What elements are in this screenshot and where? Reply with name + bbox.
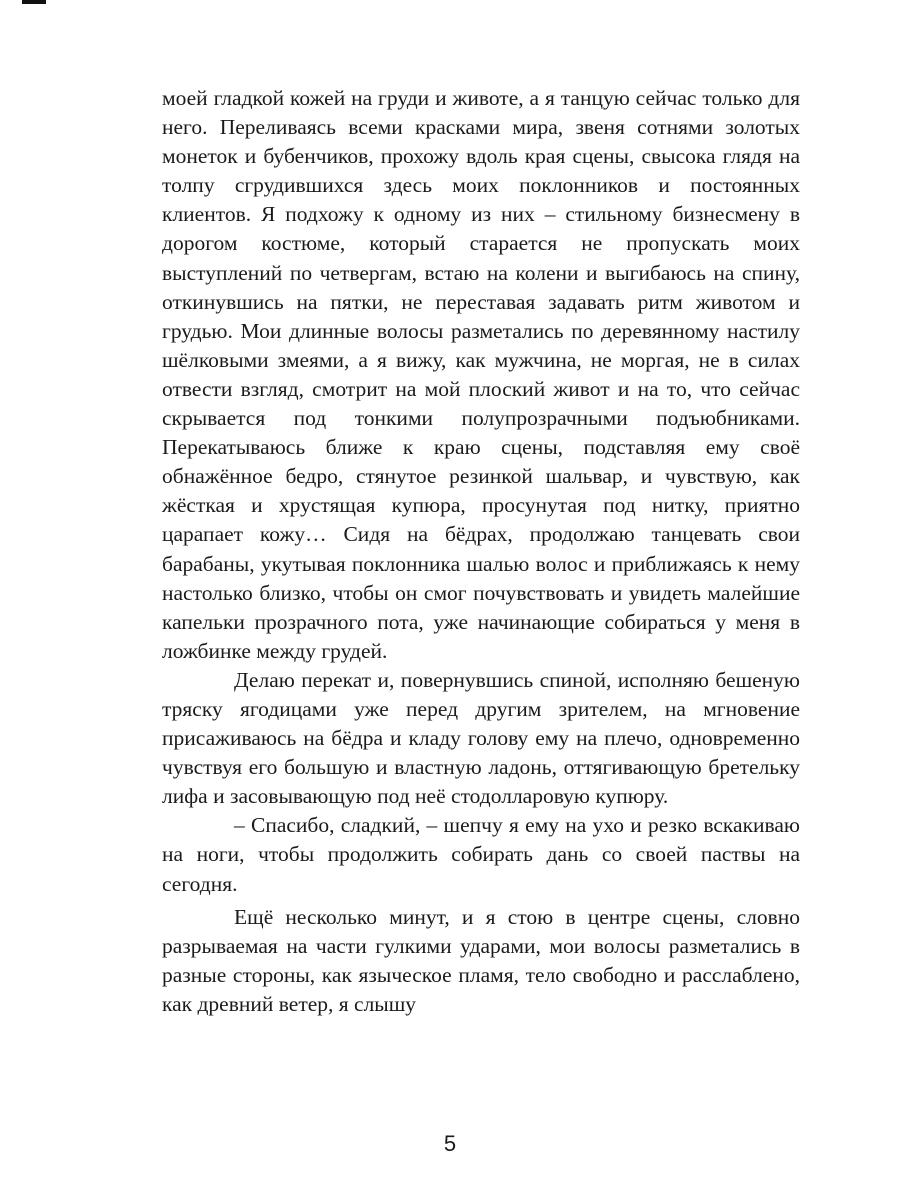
paragraph: Ещё несколько минут, и я стою в центре сцены, словно разрываемая на части гулкими ударами, мои волосы разметались в разные стороны, как языческое пламя, тело свободно и расслаблено, как древний ветер, я слышу — [162, 904, 800, 1016]
page-number: 5 — [443, 1131, 457, 1156]
page-body-text — [162, 84, 800, 1019]
paragraph-continued: моей гладкой кожей на груди и животе, а я танцую сейчас только для него. Переливаясь всеми красками мира, звеня сотнями золотых монеток и бубенчиков, прохожу вдоль края сцены, свысока глядя на толпу сгрудившихся здесь моих поклонников и постоянных клиентов. Я подхожу к одному из них – стильному бизнесмену в дорогом костюме, который старается не пропускать моих выступлений по четвергам, встаю на колени и выгибаюсь на спину, откинувшись на пятки, не переставая задавать ритм животом и грудью. Мои длинные волосы разметались по деревянному настилу шёлковыми змеями, а я вижу, как мужчина, не моргая, не в силах отвести взгляд, смотрит на мой плоский живот и на то, что сейчас скрывается под тонкими полупрозрачными подъюбниками. Перекатываюсь ближе к краю сцены, подставляя ему своё обнажённое бедро, стянутое резинкой шальвар, и чувствую, как жёсткая и хрустящая купюра, просунутая под нитку, приятно царапает кожу… Сидя на бёдрах, продолжаю танцевать свои барабаны, укутывая поклонника шалью волос и приближаясь к нему настолько близко, чтобы он смог почувствовать и увидеть малейшие капельки прозрачного пота, уже начинающие собираться у меня в ложбинке между грудей. — [162, 86, 800, 663]
corner-crop-mark — [22, 0, 46, 4]
dialogue-paragraph: – Спасибо, сладкий, – шепчу я ему на ухо и резко вскакиваю на ноги, чтобы продолжить собирать дань со своей паствы на сегодня. — [162, 813, 800, 896]
paragraph: Делаю перекат и, повернувшись спиной, исполняю бешеную тряску ягодицами уже перед другим зрителем, на мгновение присаживаюсь на бёдра и кладу голову ему на плечо, одновременно чувствуя его большую и властную ладонь, оттягивающую бретельку лифа и засовывающую под неё стодолларовую купюру. — [162, 667, 800, 809]
